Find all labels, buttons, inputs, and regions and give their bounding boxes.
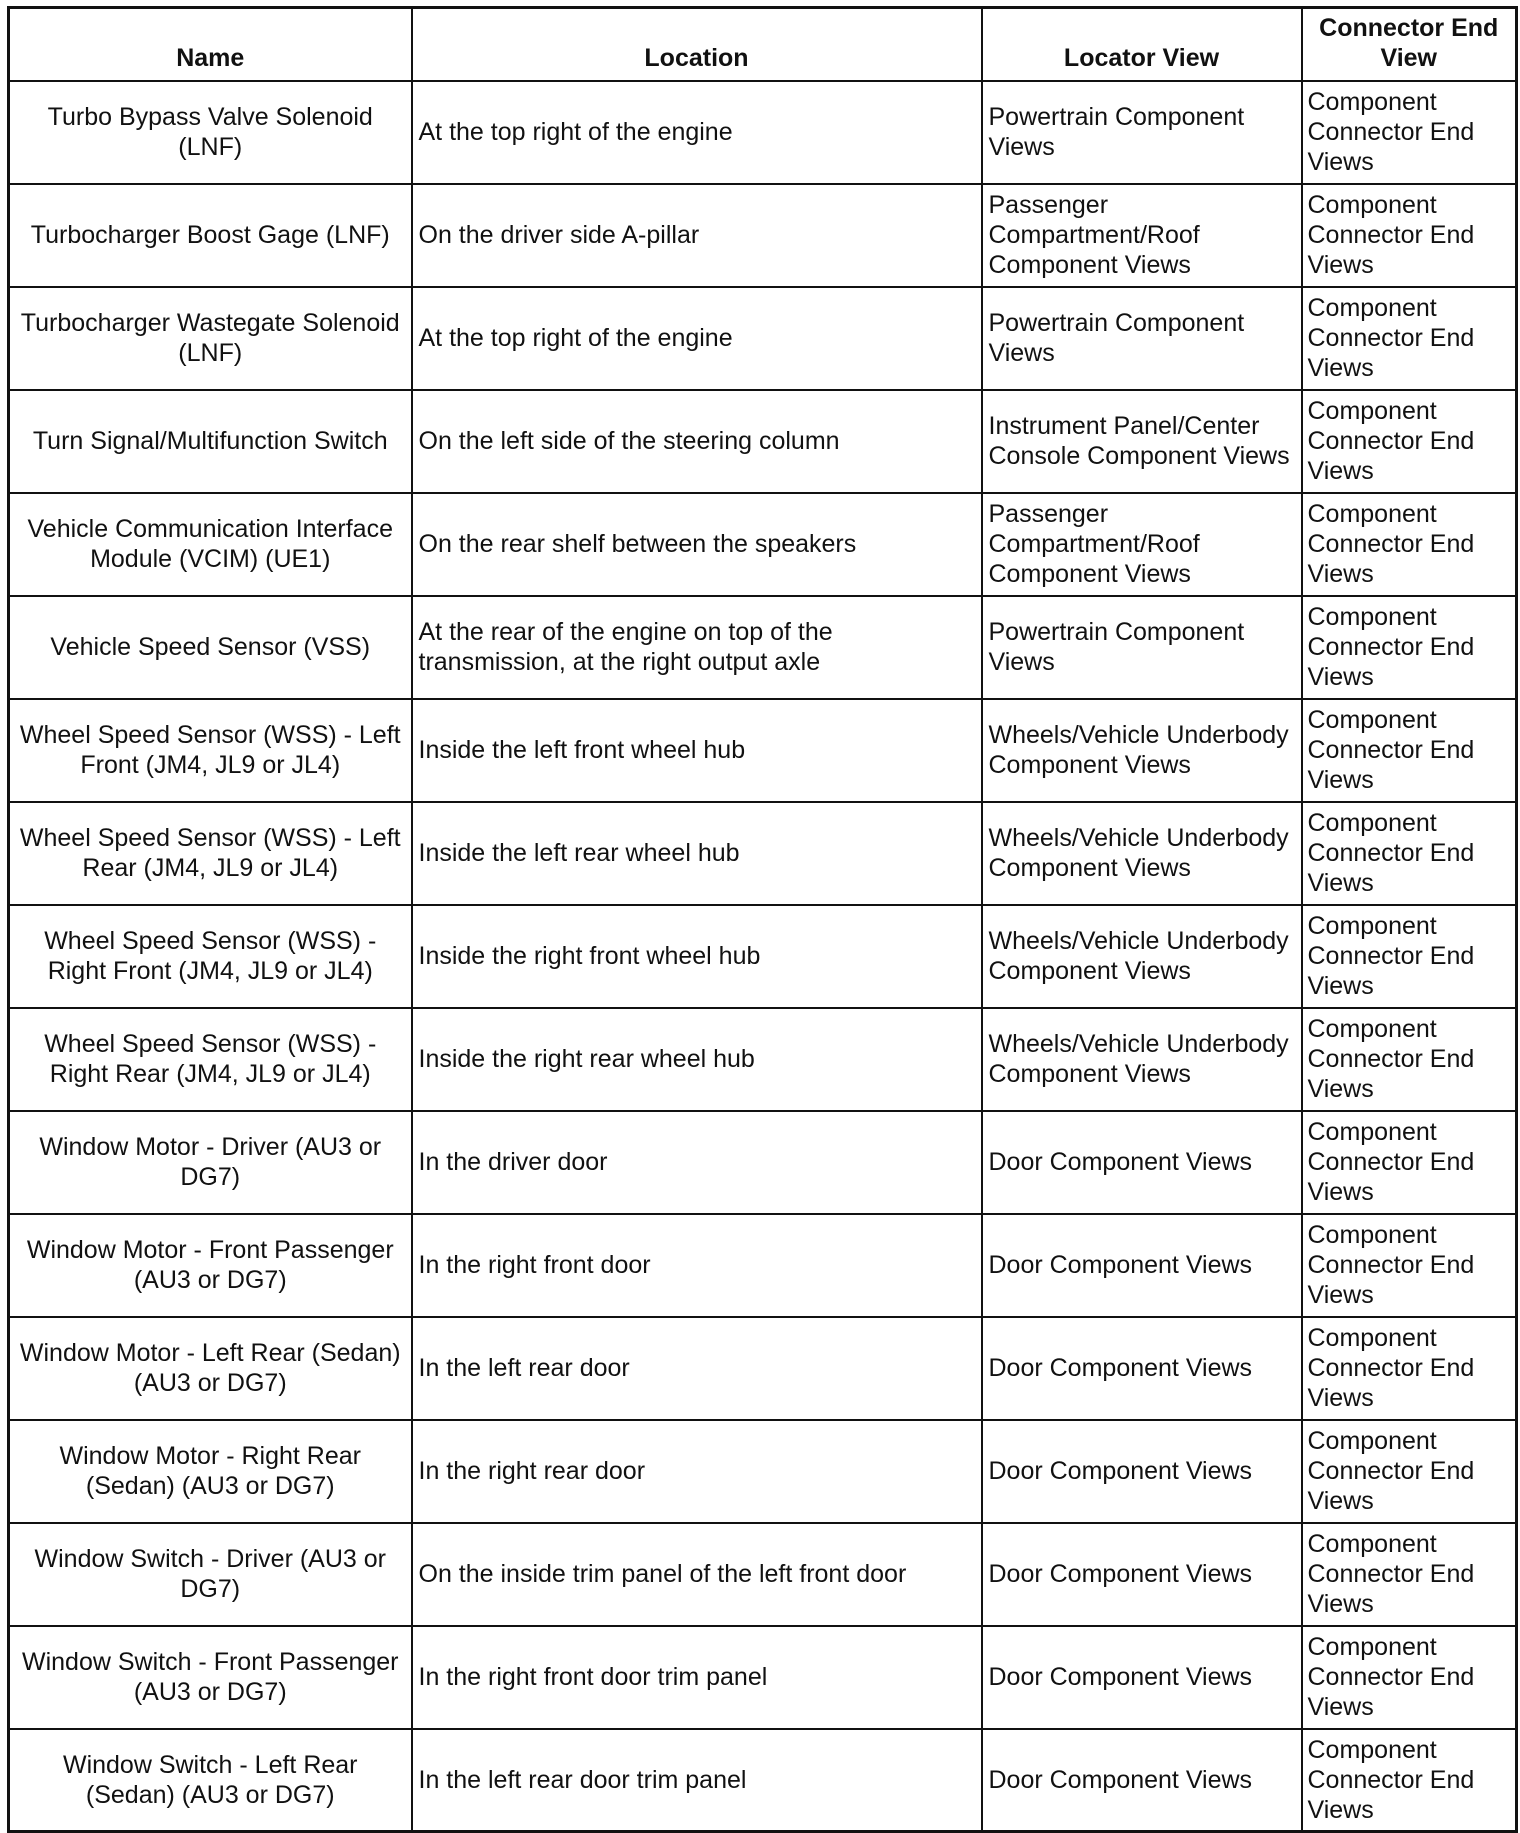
location-cell: On the driver side A-pillar	[412, 184, 982, 287]
locator-view-link: Door Component Views	[982, 1317, 1302, 1420]
connector-end-view-link: Component Connector End Views	[1302, 287, 1517, 390]
connector-end-view-link: Component Connector End Views	[1302, 905, 1517, 1008]
header-name: Name	[9, 8, 412, 81]
connector-end-view-link: Component Connector End Views	[1302, 802, 1517, 905]
table-row	[9, 596, 1517, 699]
table-row	[9, 390, 1517, 493]
locator-view-link: Passenger Compartment/Roof Component Views	[982, 184, 1302, 287]
location-cell: Inside the left front wheel hub	[412, 699, 982, 802]
location-cell: Inside the right rear wheel hub	[412, 1008, 982, 1111]
component-name-cell: Window Motor - Right Rear (Sedan) (AU3 or DG7)	[9, 1420, 412, 1523]
component-name-cell: Window Switch - Left Rear (Sedan) (AU3 or DG7)	[9, 1729, 412, 1832]
locator-view-link: Powertrain Component Views	[982, 596, 1302, 699]
component-name-cell: Turbocharger Boost Gage (LNF)	[9, 184, 412, 287]
location-cell: In the right front door trim panel	[412, 1626, 982, 1729]
location-cell: At the top right of the engine	[412, 287, 982, 390]
component-name-cell: Wheel Speed Sensor (WSS) - Right Rear (JM4, JL9 or JL4)	[9, 1008, 412, 1111]
locator-view-link: Wheels/Vehicle Underbody Component Views	[982, 699, 1302, 802]
location-cell: In the right rear door	[412, 1420, 982, 1523]
location-cell: In the right front door	[412, 1214, 982, 1317]
table-row	[9, 1420, 1517, 1523]
connector-end-view-link: Component Connector End Views	[1302, 184, 1517, 287]
location-cell: In the left rear door	[412, 1317, 982, 1420]
header-location: Location	[412, 8, 982, 81]
locator-view-link: Wheels/Vehicle Underbody Component Views	[982, 1008, 1302, 1111]
connector-end-view-link: Component Connector End Views	[1302, 1111, 1517, 1214]
connector-end-view-link: Component Connector End Views	[1302, 699, 1517, 802]
location-cell: In the driver door	[412, 1111, 982, 1214]
locator-view-link: Powertrain Component Views	[982, 81, 1302, 184]
connector-end-view-link: Component Connector End Views	[1302, 1214, 1517, 1317]
component-name-cell: Window Switch - Front Passenger (AU3 or DG7)	[9, 1626, 412, 1729]
component-name-cell: Turbocharger Wastegate Solenoid (LNF)	[9, 287, 412, 390]
connector-end-view-link: Component Connector End Views	[1302, 493, 1517, 596]
table-row	[9, 1214, 1517, 1317]
locator-view-link: Wheels/Vehicle Underbody Component Views	[982, 905, 1302, 1008]
table-row	[9, 1523, 1517, 1626]
component-name-cell: Window Switch - Driver (AU3 or DG7)	[9, 1523, 412, 1626]
table-row	[9, 1729, 1517, 1832]
locator-view-link: Wheels/Vehicle Underbody Component Views	[982, 802, 1302, 905]
component-name-cell: Window Motor - Front Passenger (AU3 or DG7)	[9, 1214, 412, 1317]
location-cell: Inside the left rear wheel hub	[412, 802, 982, 905]
component-locator-table-container	[7, 6, 1515, 1833]
table-row	[9, 699, 1517, 802]
table-header	[9, 8, 1517, 81]
component-name-cell: Vehicle Communication Interface Module (VCIM) (UE1)	[9, 493, 412, 596]
location-cell: At the top right of the engine	[412, 81, 982, 184]
table-row	[9, 1008, 1517, 1111]
location-cell: Inside the right front wheel hub	[412, 905, 982, 1008]
table-body	[9, 81, 1517, 1832]
component-name-cell: Window Motor - Driver (AU3 or DG7)	[9, 1111, 412, 1214]
component-name-cell: Wheel Speed Sensor (WSS) - Right Front (JM4, JL9 or JL4)	[9, 905, 412, 1008]
component-name-cell: Turn Signal/Multifunction Switch	[9, 390, 412, 493]
locator-view-link: Powertrain Component Views	[982, 287, 1302, 390]
header-row	[9, 8, 1517, 81]
component-name-cell: Wheel Speed Sensor (WSS) - Left Rear (JM4, JL9 or JL4)	[9, 802, 412, 905]
table-row	[9, 1317, 1517, 1420]
location-cell: On the rear shelf between the speakers	[412, 493, 982, 596]
locator-view-link: Passenger Compartment/Roof Component Views	[982, 493, 1302, 596]
locator-view-link: Door Component Views	[982, 1420, 1302, 1523]
component-name-cell: Window Motor - Left Rear (Sedan) (AU3 or DG7)	[9, 1317, 412, 1420]
locator-view-link: Instrument Panel/Center Console Component Views	[982, 390, 1302, 493]
location-cell: On the inside trim panel of the left front door	[412, 1523, 982, 1626]
connector-end-view-link: Component Connector End Views	[1302, 1729, 1517, 1832]
table-row	[9, 81, 1517, 184]
table-row	[9, 184, 1517, 287]
header-connector-end-view: Connector End View	[1302, 8, 1517, 81]
location-cell: On the left side of the steering column	[412, 390, 982, 493]
locator-view-link: Door Component Views	[982, 1729, 1302, 1832]
locator-view-link: Door Component Views	[982, 1111, 1302, 1214]
component-locator-table	[7, 6, 1518, 1833]
connector-end-view-link: Component Connector End Views	[1302, 390, 1517, 493]
connector-end-view-link: Component Connector End Views	[1302, 1317, 1517, 1420]
locator-view-link: Door Component Views	[982, 1626, 1302, 1729]
table-row	[9, 493, 1517, 596]
component-name-cell: Wheel Speed Sensor (WSS) - Left Front (JM4, JL9 or JL4)	[9, 699, 412, 802]
header-locator-view: Locator View	[982, 8, 1302, 81]
table-row	[9, 287, 1517, 390]
table-row	[9, 1111, 1517, 1214]
table-row	[9, 905, 1517, 1008]
connector-end-view-link: Component Connector End Views	[1302, 1420, 1517, 1523]
connector-end-view-link: Component Connector End Views	[1302, 1626, 1517, 1729]
connector-end-view-link: Component Connector End Views	[1302, 81, 1517, 184]
table-row	[9, 802, 1517, 905]
table-row	[9, 1626, 1517, 1729]
location-cell: In the left rear door trim panel	[412, 1729, 982, 1832]
connector-end-view-link: Component Connector End Views	[1302, 1008, 1517, 1111]
locator-view-link: Door Component Views	[982, 1523, 1302, 1626]
component-name-cell: Turbo Bypass Valve Solenoid (LNF)	[9, 81, 412, 184]
connector-end-view-link: Component Connector End Views	[1302, 596, 1517, 699]
connector-end-view-link: Component Connector End Views	[1302, 1523, 1517, 1626]
component-name-cell: Vehicle Speed Sensor (VSS)	[9, 596, 412, 699]
location-cell: At the rear of the engine on top of the transmission, at the right output axle	[412, 596, 982, 699]
locator-view-link: Door Component Views	[982, 1214, 1302, 1317]
